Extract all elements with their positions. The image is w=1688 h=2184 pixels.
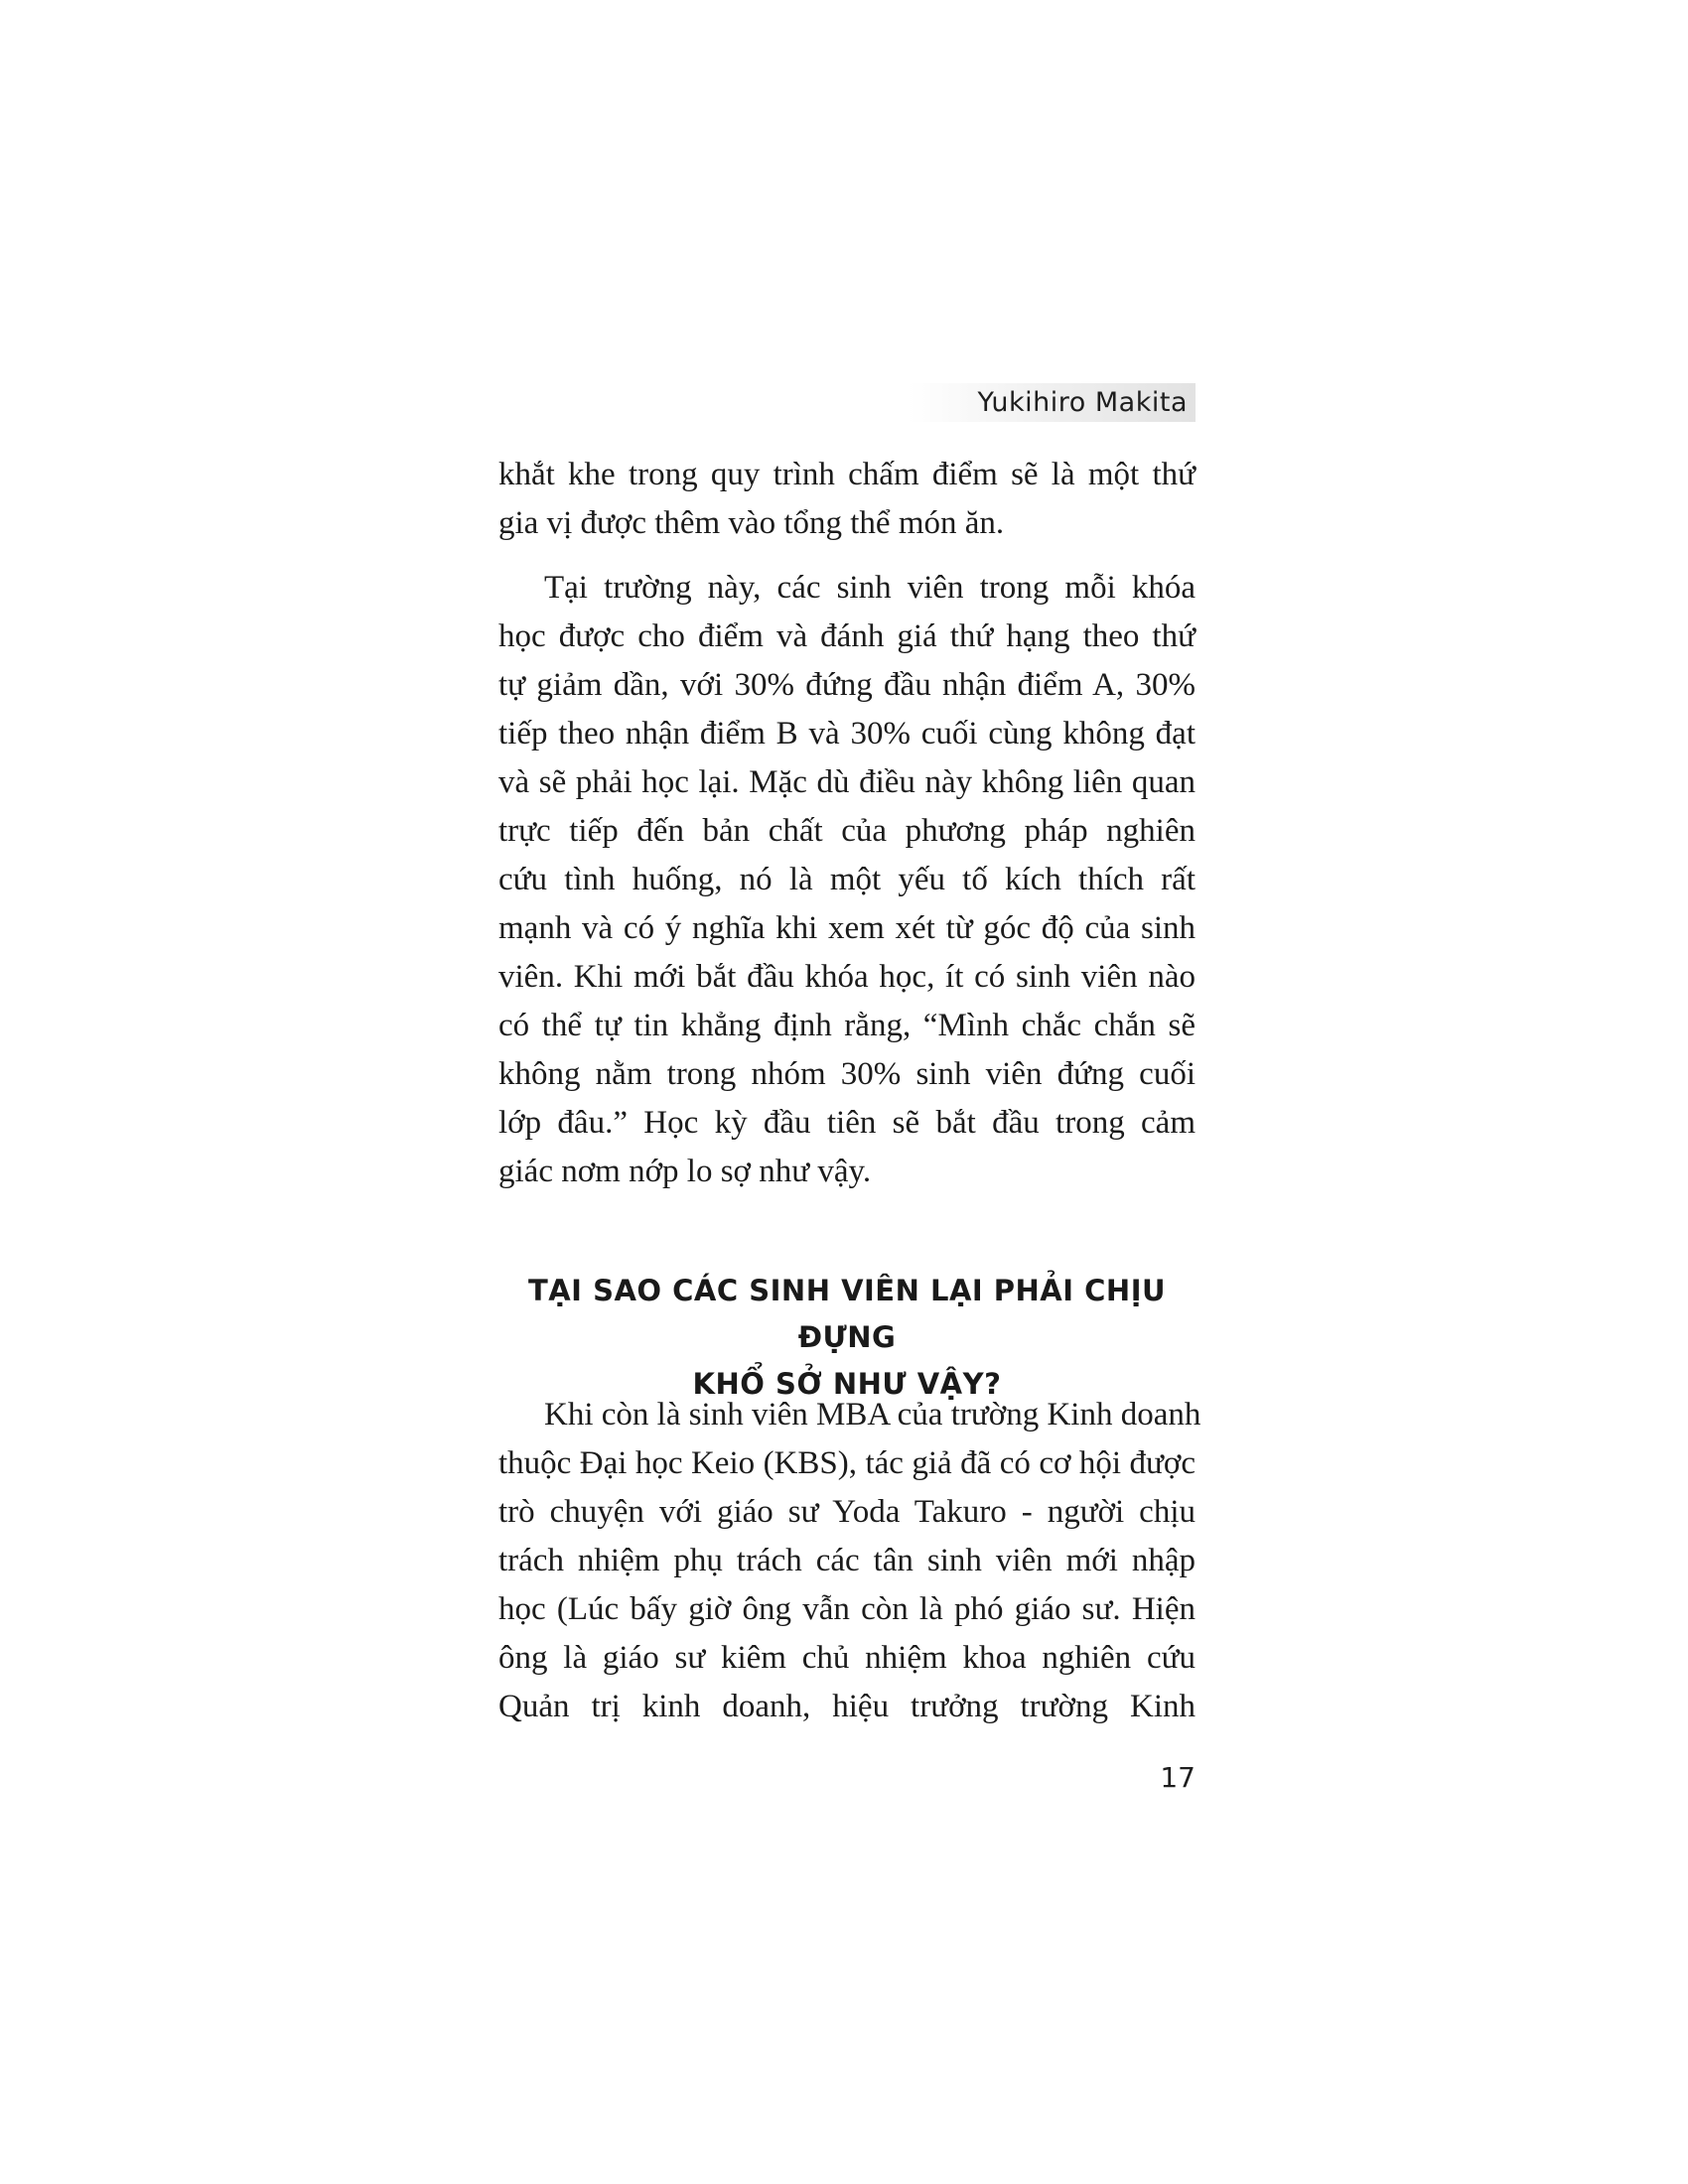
text-line: không nằm trong nhóm 30% sinh viên đứng cuối — [498, 1056, 1196, 1092]
section-heading-line: KHỔ SỞ NHƯ VẬY? — [692, 1367, 1002, 1401]
text-line: tiếp theo nhận điểm B và 30% cuối cùng không đạt — [498, 716, 1196, 751]
running-header-author: Yukihiro Makita — [909, 383, 1196, 422]
text-line: Tại trường này, các sinh viên trong mỗi khóa — [544, 570, 1196, 606]
text-line: viên. Khi mới bắt đầu khóa học, ít có sinh viên nào — [498, 959, 1196, 995]
text-line: trực tiếp đến bản chất của phương pháp nghiên — [498, 813, 1196, 849]
text-line: khắt khe trong quy trình chấm điểm sẽ là một thứ — [498, 457, 1196, 492]
text-line: trách nhiệm phụ trách các tân sinh viên mới nhập — [498, 1543, 1196, 1578]
text-line: có thể tự tin khẳng định rằng, “Mình chắc chắn sẽ — [498, 1008, 1196, 1043]
text-line: trò chuyện với giáo sư Yoda Takuro - người chịu — [498, 1494, 1196, 1530]
text-line: học được cho điểm và đánh giá thứ hạng theo thứ — [498, 618, 1196, 654]
paragraph-kbs — [498, 1391, 1201, 1731]
text-line: cứu tình huống, nó là một yếu tố kích thích rất — [498, 862, 1196, 897]
text-line: tự giảm dần, với 30% đứng đầu nhận điểm A, 30% — [498, 667, 1196, 703]
text-line: học (Lúc bấy giờ ông vẫn còn là phó giáo sư. Hiện — [498, 1591, 1196, 1627]
paragraph-grading — [498, 564, 1196, 1196]
text-line: thuộc Đại học Keio (KBS), tác giả đã có cơ hội được — [498, 1445, 1196, 1481]
text-line: ông là giáo sư kiêm chủ nhiệm khoa nghiên cứu — [498, 1640, 1196, 1676]
text-line: Quản trị kinh doanh, hiệu trưởng trường Kinh — [498, 1689, 1196, 1724]
text-line: và sẽ phải học lại. Mặc dù điều này không liên quan — [498, 764, 1196, 800]
section-heading — [498, 1268, 1196, 1408]
text-line: gia vị được thêm vào tổng thể món ăn. — [498, 505, 1005, 541]
text-line: mạnh và có ý nghĩa khi xem xét từ góc độ của sinh — [498, 910, 1196, 946]
page-number: 17 — [1160, 1761, 1196, 1794]
text-line: giác nơm nớp lo sợ như vậy. — [498, 1154, 872, 1189]
text-line: Khi còn là sinh viên MBA của trường Kinh doanh — [544, 1397, 1201, 1433]
paragraph-continued — [498, 451, 1196, 548]
text-line: lớp đâu.” Học kỳ đầu tiên sẽ bắt đầu trong cảm — [498, 1105, 1196, 1141]
section-heading-line: TẠI SAO CÁC SINH VIÊN LẠI PHẢI CHỊU ĐỰNG — [527, 1274, 1167, 1354]
